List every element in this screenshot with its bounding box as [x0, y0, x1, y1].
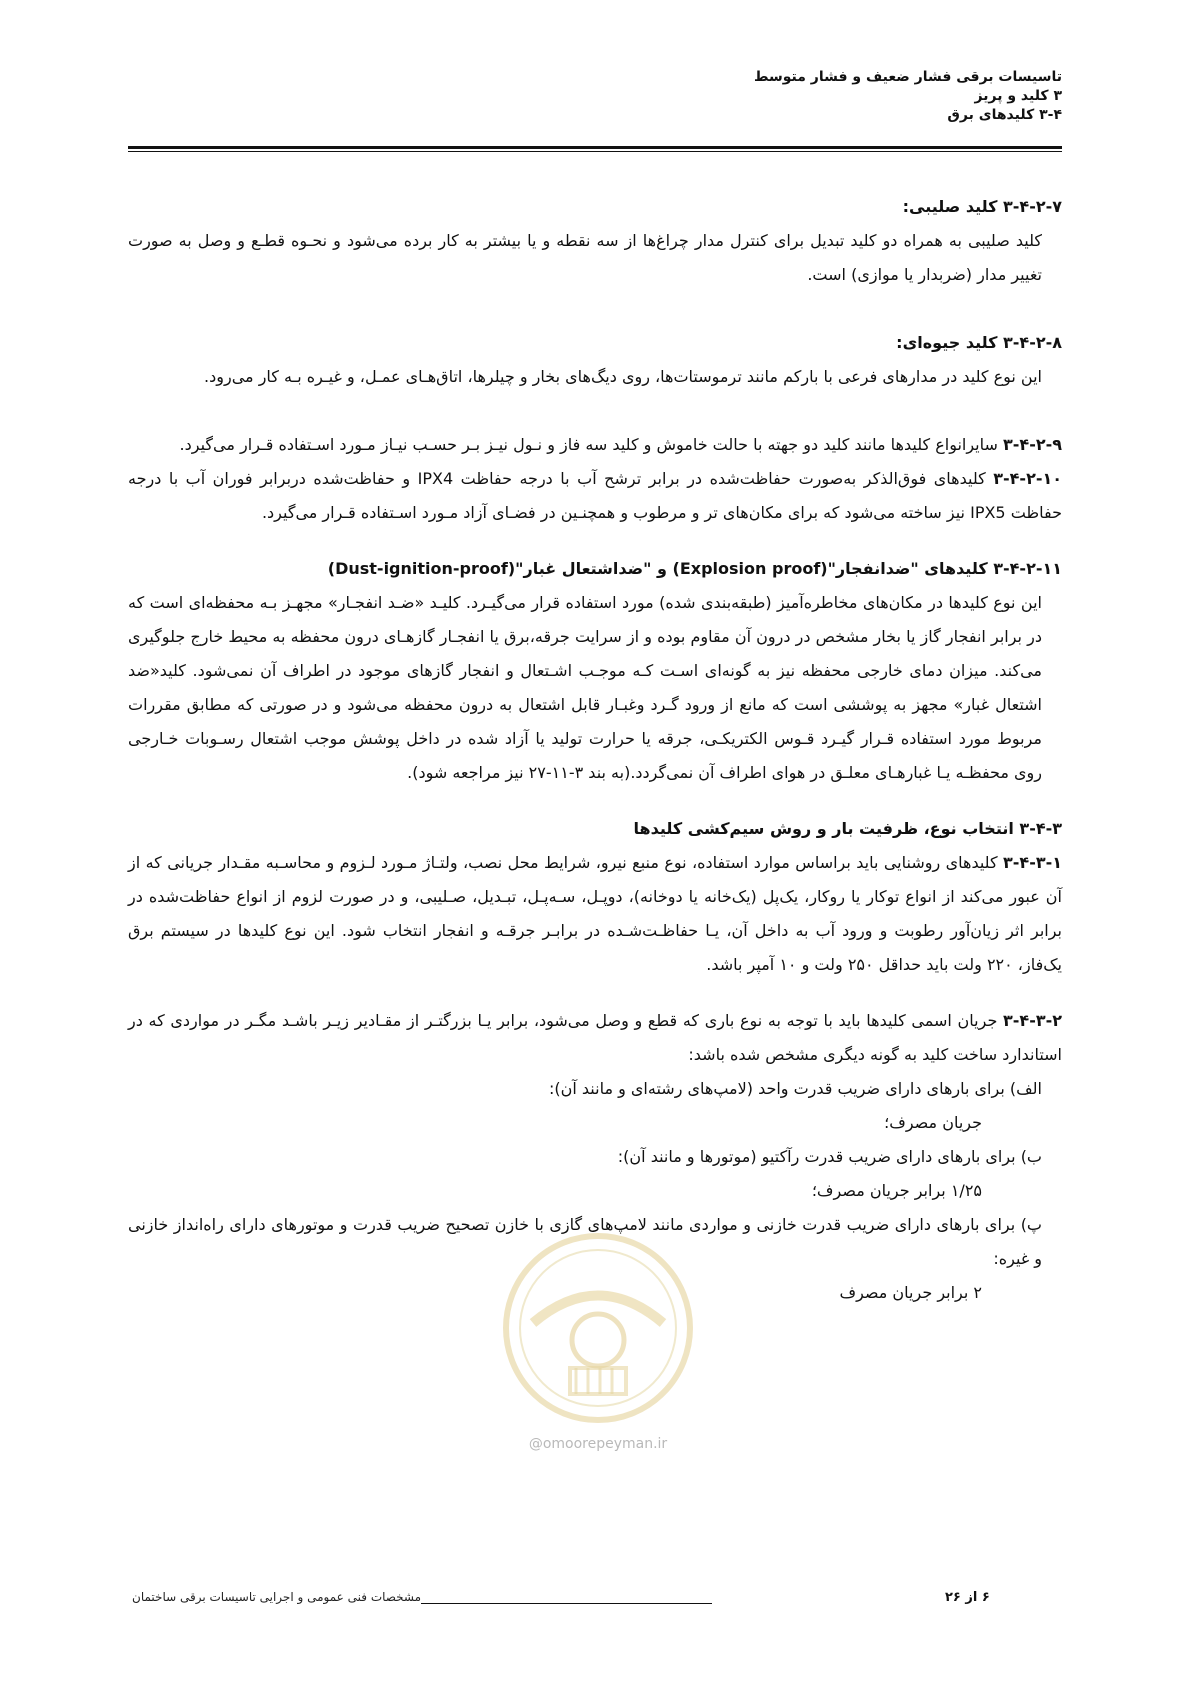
section-item-9 [128, 428, 1062, 462]
list-value-c: ۲ برابر جریان مصرف [839, 1283, 982, 1302]
item-number-10: ۳-۴-۲-۱۰ [993, 469, 1062, 488]
section-item-3-2 [128, 1004, 1062, 1072]
header-rule-thick [128, 146, 1062, 149]
header-title: تاسیسات برقی فشار ضعیف و فشار متوسط [753, 69, 1062, 85]
watermark-text: @omoorepeyman.ir [528, 1436, 668, 1452]
header-section: ۳-۴ کلیدهای برق [947, 107, 1062, 123]
header-rule-thin [128, 151, 1062, 152]
header-chapter: ۳ کلید و پریز [974, 88, 1062, 104]
footer-title: مشخصات فنی عمومی و اجرایی تاسیسات برقی ساختمان [128, 1590, 421, 1604]
list-item-a: الف) برای بارهای دارای ضریب قدرت واحد (لامپ‌های رشته‌ای و مانند آن): [548, 1079, 1042, 1098]
item-text-9: سایرانواع کلیدها مانند کلید دو جهته با حالت خاموش و کلید سه فاز و نـول نیـز بـر حسـب نیـاز مـورد اسـتفاده قـرار می‌گیرد. [179, 435, 998, 454]
item-number-3-1: ۳-۴-۳-۱ [1003, 853, 1062, 872]
document-body [128, 190, 1062, 1310]
section-item-10 [128, 462, 1062, 530]
list-item-c: پ) برای بارهای دارای ضریب قدرت خازنی و مواردی مانند لامپ‌های گازی با خازن تصحیح ضریب قدرت و موتورهای دارای راه‌انداز خازنی و غیره: [128, 1215, 1042, 1268]
item-text-10: کلیدهای فوق‌الذکر به‌صورت حفاظت‌شده در برابر ترشح آب با درجه حفاظت IPX4 و حفاظت‌شده دربرابر فوران آب با درجه حفاظت IPX5 نیز ساخته می‌شود که برای مکان‌های تر و مرطوب و همچنـین در فضـای آزاد مـورد اسـتفاده قـرار می‌گیرد. [128, 469, 1062, 522]
section-heading-11: ۳-۴-۲-۱۱ کلیدهای "ضدانفجار"(Explosion proof) و "ضداشتعال غبار"(Dust-ignition-proof) [327, 559, 1062, 578]
section-text-7: کلید صلیبی به همراه دو کلید تبدیل برای کنترل مدار چراغ‌ها از سه نقطه و یا بیشتر به کار برده می‌شود و نحـوه قطـع و وصل به صورت تغییر مدار (ضربدار یا موازی) است. [128, 231, 1042, 284]
section-item-3-1 [128, 846, 1062, 982]
list-item-b: ب) برای بارهای دارای ضریب قدرت رآکتیو (موتورها و مانند آن): [617, 1147, 1042, 1166]
footer-page-number: ۶ از ۲۶ [945, 1590, 990, 1605]
section-heading-7: ۳-۴-۲-۷ کلید صلیبی: [902, 197, 1062, 216]
section-text-8: این نوع کلید در مدارهای فرعی با بارکم مانند ترموستات‌ها، روی دیگ‌های بخار و چیلرها، اتاق‌هـای عمـل، و غیـره بـه کار می‌رود. [204, 367, 1042, 386]
list-value-b: ۱/۲۵ برابر جریان مصرف؛ [811, 1181, 982, 1200]
page-header [128, 68, 1062, 125]
section-text-11: این نوع کلیدها در مکان‌های مخاطره‌آمیز (طبقه‌بندی شده) مورد استفاده قرار می‌گیـرد. کلیـد «ضـد انفجـار» مجهـز بـه محفظه‌ای است که در برابر انفجار گاز یا بخار مشخص در درون آن مقاوم بوده و از سرایت جرقه،برق یا انفجـار گازهـای درون محفظه به محیط خارج جلوگیری می‌کند. میزان دمای خارجی محفظه نیز به گونه‌ای اسـت کـه موجـب اشـتعال و انفجار گازهای موجود در اطراف آن نمی‌شود. کلید«ضد اشتعال غبار» مجهز به پوششی است که مانع از ورود گـرد وغبـار قابل اشتعال به درون محفظه می‌شود و در صورتی که مطابق مقررات مربوط مورد استفاده قـرار گیـرد قـوس الکتریکـی، جرقه یا حرارت تولید یا آزاد شده در داخل پوشش موجب اشتعال رسـوبات خـارجی روی محفظـه یـا غبارهـای معلـق در هوای اطراف آن نمی‌گردد.(به بند ۳-۱۱-۲۷ نیز مراجعه شود). [128, 593, 1042, 782]
section-heading-8: ۳-۴-۲-۸ کلید جیوه‌ای: [896, 333, 1062, 352]
list-value-a: جریان مصرف؛ [884, 1113, 982, 1132]
item-text-3-2: جریان اسمی کلیدها باید با توجه به نوع باری که قطع و وصل می‌شود، برابر یـا بزرگتـر از مقـادیر زیـر باشـد مگـر در مواردی که در استاندارد ساخت کلید به گونه دیگری مشخص شده باشد: [128, 1011, 1062, 1064]
item-number-9: ۳-۴-۲-۹ [1003, 435, 1062, 454]
section-heading-3: ۳-۴-۳ انتخاب نوع، ظرفیت بار و روش سیم‌کشی کلیدها [633, 819, 1062, 838]
item-text-3-1: کلیدهای روشنایی باید براساس موارد استفاده، نوع منبع نیرو، شرایط محل نصب، ولتـاژ مـورد لـزوم و محاسـبه مقـدار جریانی که از آن عبور می‌کند از انواع توکار یا روکار، یک‌پل (یک‌خانه یا دوخانه)، دوپـل، سـه‌پـل، تبـدیل، صـلیبی، و در صورت لزوم از انواع حفاظت‌شده در برابر اثر زیان‌آور رطوبت و ورود آب به داخل آن، یـا حفاظـت‌شـده در برابـر جرقـه و انفجار انتخاب شود. این نوع کلیدها در سیستم برق یک‌فاز، ۲۲۰ ولت باید حداقل ۲۵۰ ولت و ۱۰ آمپر باشد. [128, 853, 1062, 974]
item-number-3-2: ۳-۴-۳-۲ [1003, 1011, 1062, 1030]
